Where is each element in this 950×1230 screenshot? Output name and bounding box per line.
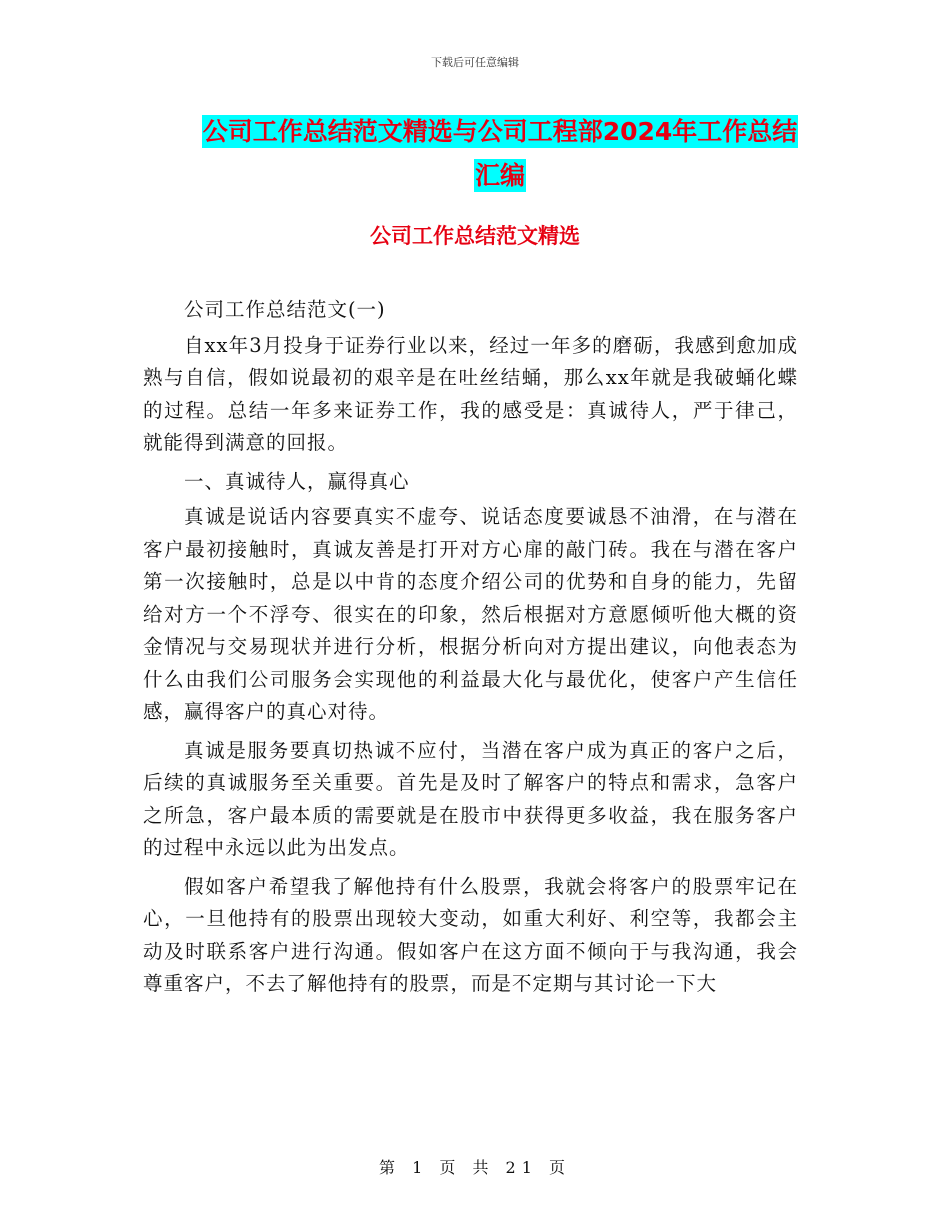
paragraph-subtitle: 公司工作总结范文(一): [183, 298, 386, 321]
document-title: [150, 110, 850, 198]
document-title-line-1: 公司工作总结范文精选与公司工程部2024年工作总结: [202, 117, 798, 146]
paragraph-intro: 自xx年3月投身于证券行业以来，经过一年多的磨砺，我感到愈加成熟与自信，假如说最初的艰辛是在吐丝结蛹，那么xx年就是我破蛹化蝶的过程。总结一年多来证券工作，我的感受是：真诚待人，严于律己，就能得到满意的回报。: [143, 333, 798, 454]
paragraph-heading-1: 一、真诚待人，赢得真心: [183, 469, 410, 493]
section-title: 公司工作总结范文精选: [370, 224, 580, 248]
header-note: 下载后可任意编辑: [431, 56, 519, 69]
page-footer: 第 1 页 共 21 页: [379, 1158, 571, 1177]
paragraph-2: 真诚是服务要真切热诚不应付，当潜在客户成为真正的客户之后，后续的真诚服务至关重要。首先是及时了解客户的特点和需求，急客户之所急，客户最本质的需要就是在股市中获得更多收益，我在服务客户的过程中永远以此为出发点。: [143, 738, 798, 859]
body-text: [143, 294, 798, 1007]
paragraph-3: 假如客户希望我了解他持有什么股票，我就会将客户的股票牢记在心，一旦他持有的股票出现较大变动，如重大利好、利空等，我都会主动及时联系客户进行沟通。假如客户在这方面不倾向于与我沟通，我会尊重客户，不去了解他持有的股票，而是不定期与其讨论一下大: [143, 874, 798, 995]
document-title-line-2: 汇编: [474, 161, 525, 190]
paragraph-1: 真诚是说话内容要真实不虚夸、说话态度要诚恳不油滑，在与潜在客户最初接触时，真诚友善是打开对方心扉的敲门砖。我在与潜在客户第一次接触时，总是以中肯的态度介绍公司的优势和自身的能力，先留给对方一个不浮夸、很实在的印象，然后根据对方意愿倾听他大概的资金情况与交易现状并进行分析，根据分析向对方提出建议，向他表态为什么由我们公司服务会实现他的利益最大化与最优化，使客户产生信任感，赢得客户的真心对待。: [143, 505, 798, 723]
